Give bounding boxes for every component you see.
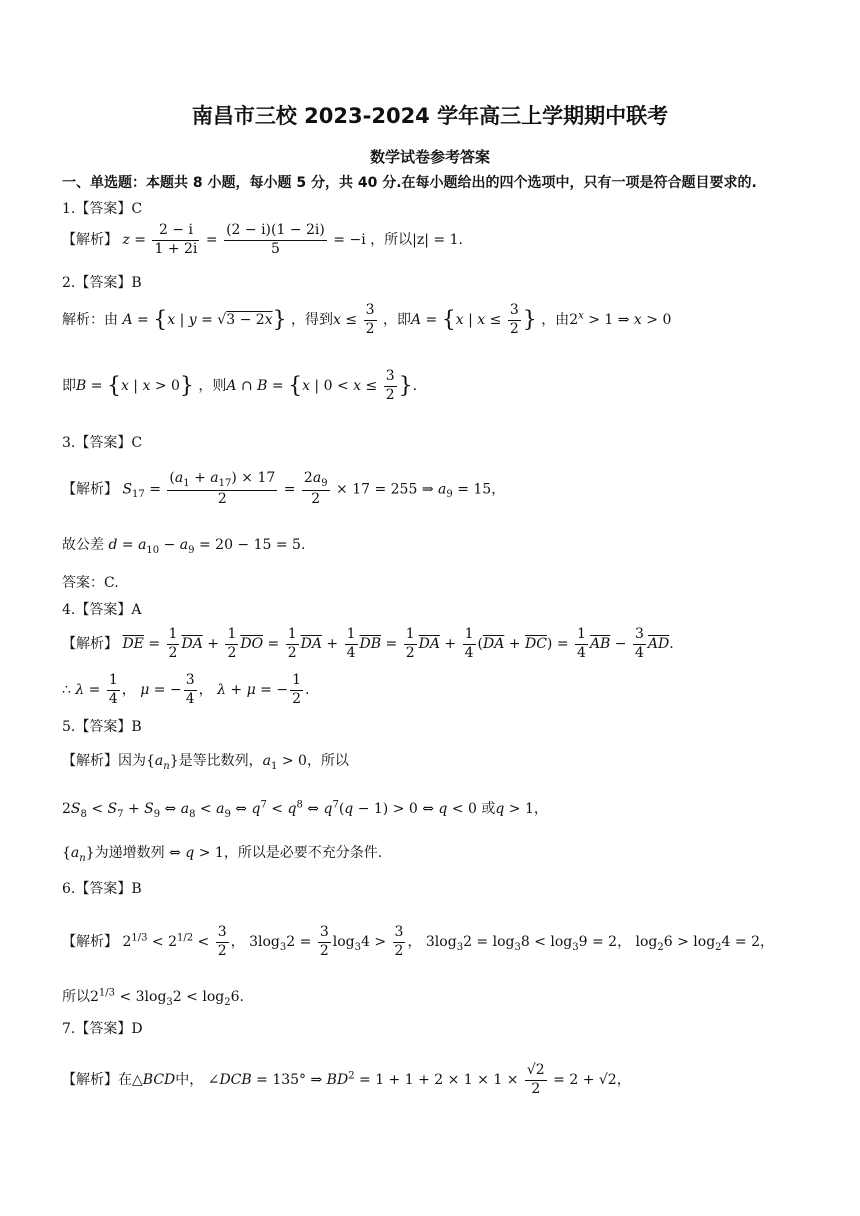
q2-solution-line2: 即B = {x | x > 0} ，则A ∩ B = {x | 0 < x ≤ $\frac{3}{2}$ }. bbox=[62, 368, 418, 403]
q7-answer: 7.【答案】D bbox=[62, 1021, 143, 1037]
q1-answer: 1.【答案】C bbox=[62, 201, 143, 217]
q5-answer: 5.【答案】B bbox=[62, 719, 142, 735]
q3-solution-line2: 故公差 $d = a_{10} - a_9 = 20 - 15 = 5$. bbox=[62, 537, 306, 556]
q6-solution-line1: 【解析】 $2^{1/3} < 2^{1/2}$ < $\frac{3}{2}$ ， $3\log_32$ = $\frac{3}{2}$ $\log_34$ > $\frac{3}{2}$ ， $3\log_32 = \log_38 < \log_39 = 2$， $\log_26 > \log_24 = 2$， bbox=[62, 924, 774, 959]
page-title: 南昌市三校 2023-2024 学年高三上学期期中联考 bbox=[191, 104, 669, 128]
section-heading: 一、单选题：本题共 8 小题，每小题 5 分，共 40 分.在每小题给出的四个选项中，只有一项是符合题目要求的. bbox=[62, 175, 757, 191]
page-subtitle: 数学试卷参考答案 bbox=[369, 148, 490, 166]
q6-solution-line2: 所以$2^{1/3} < 3\log_32 < \log_26$. bbox=[62, 987, 244, 1008]
q4-answer: 4.【答案】A bbox=[62, 602, 142, 618]
q3-solution-line1: 【解析】 $S_{17}$ = $\frac{(a_1 + a_{17}) \times 17}{2}$ = $\frac{2a_9}{2}$ × 17 = 255 ⇒ $a_9 = 15$， bbox=[62, 470, 506, 508]
q2-solution-line1: 解析：由 A = {x | y = √3 − 2x} ，得到x ≤ $\frac{3}{2}$ ，即A = {x | x ≤ $\frac{3}{2}$ } ，由$2^x > 1$ ⇒ x > 0 bbox=[62, 302, 672, 337]
q7-solution-line1: 【解析】在△BCD中， ∠DCB = 135° ⇒ $BD^2 = 1 + 1 + 2 \times 1 \times 1$ × $\frac{√2}{2}$ = 2 + √2， bbox=[62, 1062, 631, 1097]
q1-solution: 【解析】 z = $\frac{2 - i}{1 + 2i}$ = $\frac{(2 - i)(1 - 2i)}{5}$ = −i ，所以|z| = 1. bbox=[62, 222, 463, 257]
q5-solution-line1: 【解析】因为$\{a_n\}$是等比数列，$a_1 > 0$，所以 bbox=[62, 753, 349, 772]
q6-answer: 6.【答案】B bbox=[62, 881, 142, 897]
q3-answer: 3.【答案】C bbox=[62, 435, 143, 451]
q3-final: 答案：C. bbox=[62, 575, 119, 591]
q4-solution-line1: 【解析】 $\overline{DE}$ = $\frac{1}{2}$ $\overline{DA}$ + $\frac{1}{2}$ $\overline{DO}$ = $\frac{1}{2}$ $\overline{DA}$ + $\frac{1}{4}$ $\overline{DB}$ = $\frac{1}{2}$ $\overline{DA}$ + $\frac{1}{4}$ $(\overline{DA} + \overline{DC})$ = $\frac{1}{4}$ $\overline{AB}$ − $\frac{3}{4}$ $\overline{AD}$. bbox=[62, 626, 674, 661]
q5-solution-line2: $2S_8 < S_7 + S_9$ ⇔ $a_8 < a_9$ ⇔ $q^7 < q^8$ ⇔ $q^7(q - 1) > 0$ ⇔ q < 0 或q > 1， bbox=[62, 799, 548, 820]
q2-answer: 2.【答案】B bbox=[62, 275, 142, 291]
q4-solution-line2: ∴ λ = $\frac{1}{4}$ ， μ = − $\frac{3}{4}$ ， λ + μ = − $\frac{1}{2}$ . bbox=[62, 672, 310, 707]
q5-solution-line3: $\{a_n\}$为递增数列 ⇔ q > 1，所以是必要不充分条件. bbox=[62, 845, 383, 864]
